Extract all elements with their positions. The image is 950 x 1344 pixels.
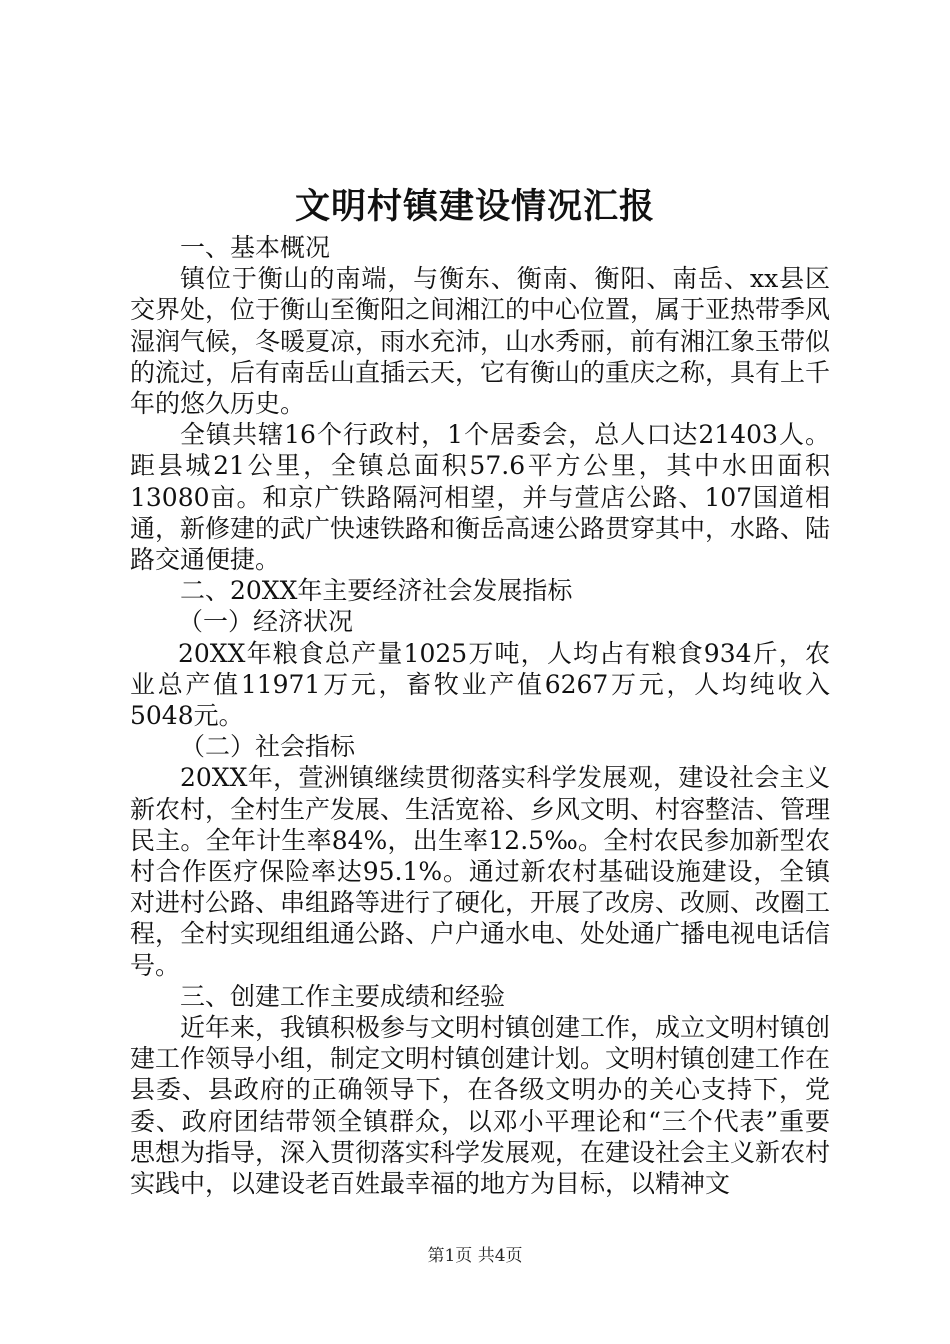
page-number-footer: 第1页 共4页 xyxy=(427,1246,523,1266)
document-body xyxy=(130,232,830,1199)
subsection-heading-economy: （一）经济状况 xyxy=(178,607,354,637)
paragraph-social: 20XX年，萱洲镇继续贯彻落实科学发展观，建设社会主义新农村，全村生产发展、生活宽裕、乡风文明、村容整洁、管理民主。全年计生率84%，出生率12.5‰。全村农民参加新型农村合作医疗保险率达95.1%。通过新农村基础设施建设，全镇对进村公路、串组路等进行了硬化，开展了改房、改厕、改圈工程，全村实现组组通公路、户户通水电、处处通广播电视电话信号。 xyxy=(130,763,831,980)
paragraph-economy: 20XX年粮食总产量1025万吨，人均占有粮食934斤，农业总产值11971万元，畜牧业产值6267万元，人均纯收入5048元。 xyxy=(130,638,830,731)
section-heading-achievements: 三、创建工作主要成绩和经验 xyxy=(180,981,506,1011)
document-title: 文明村镇建设情况汇报 xyxy=(294,186,655,227)
subsection-heading-social: （二）社会指标 xyxy=(180,732,356,762)
paragraph-population: 全镇共辖16个行政村，1个居委会，总人口达21403人。距县城21公里，全镇总面积57.6平方公里，其中水田面积13080亩。和京广铁路隔河相望，并与萱店公路、107国道相通，新修建的武广快速铁路和衡岳高速公路贯穿其中，水路、陆路交通便捷。 xyxy=(130,420,831,575)
paragraph-location: 镇位于衡山的南端，与衡东、衡南、衡阳、南岳、xx县区交界处，位于衡山至衡阳之间湘江的中心位置，属于亚热带季风湿润气候，冬暖夏凉，雨水充沛，山水秀丽，前有湘江象玉带似的流过，后有南岳山直插云天，它有衡山的重庆之称，具有上千年的悠久历史。 xyxy=(130,264,831,419)
section-heading-indicators: 二、20XX年主要经济社会发展指标 xyxy=(180,576,573,606)
section-heading-overview: 一、基本概况 xyxy=(180,233,331,262)
paragraph-achievements: 近年来，我镇积极参与文明村镇创建工作，成立文明村镇创建工作领导小组，制定文明村镇创建计划。文明村镇创建工作在县委、县政府的正确领导下，在各级文明办的关心支持下，党委、政府团结带领全镇群众，以邓小平理论和“三个代表”重要思想为指导，深入贯彻落实科学发展观，在建设社会主义新农村实践中，以建设老百姓最幸福的地方为目标，以精神文 xyxy=(130,1013,831,1199)
